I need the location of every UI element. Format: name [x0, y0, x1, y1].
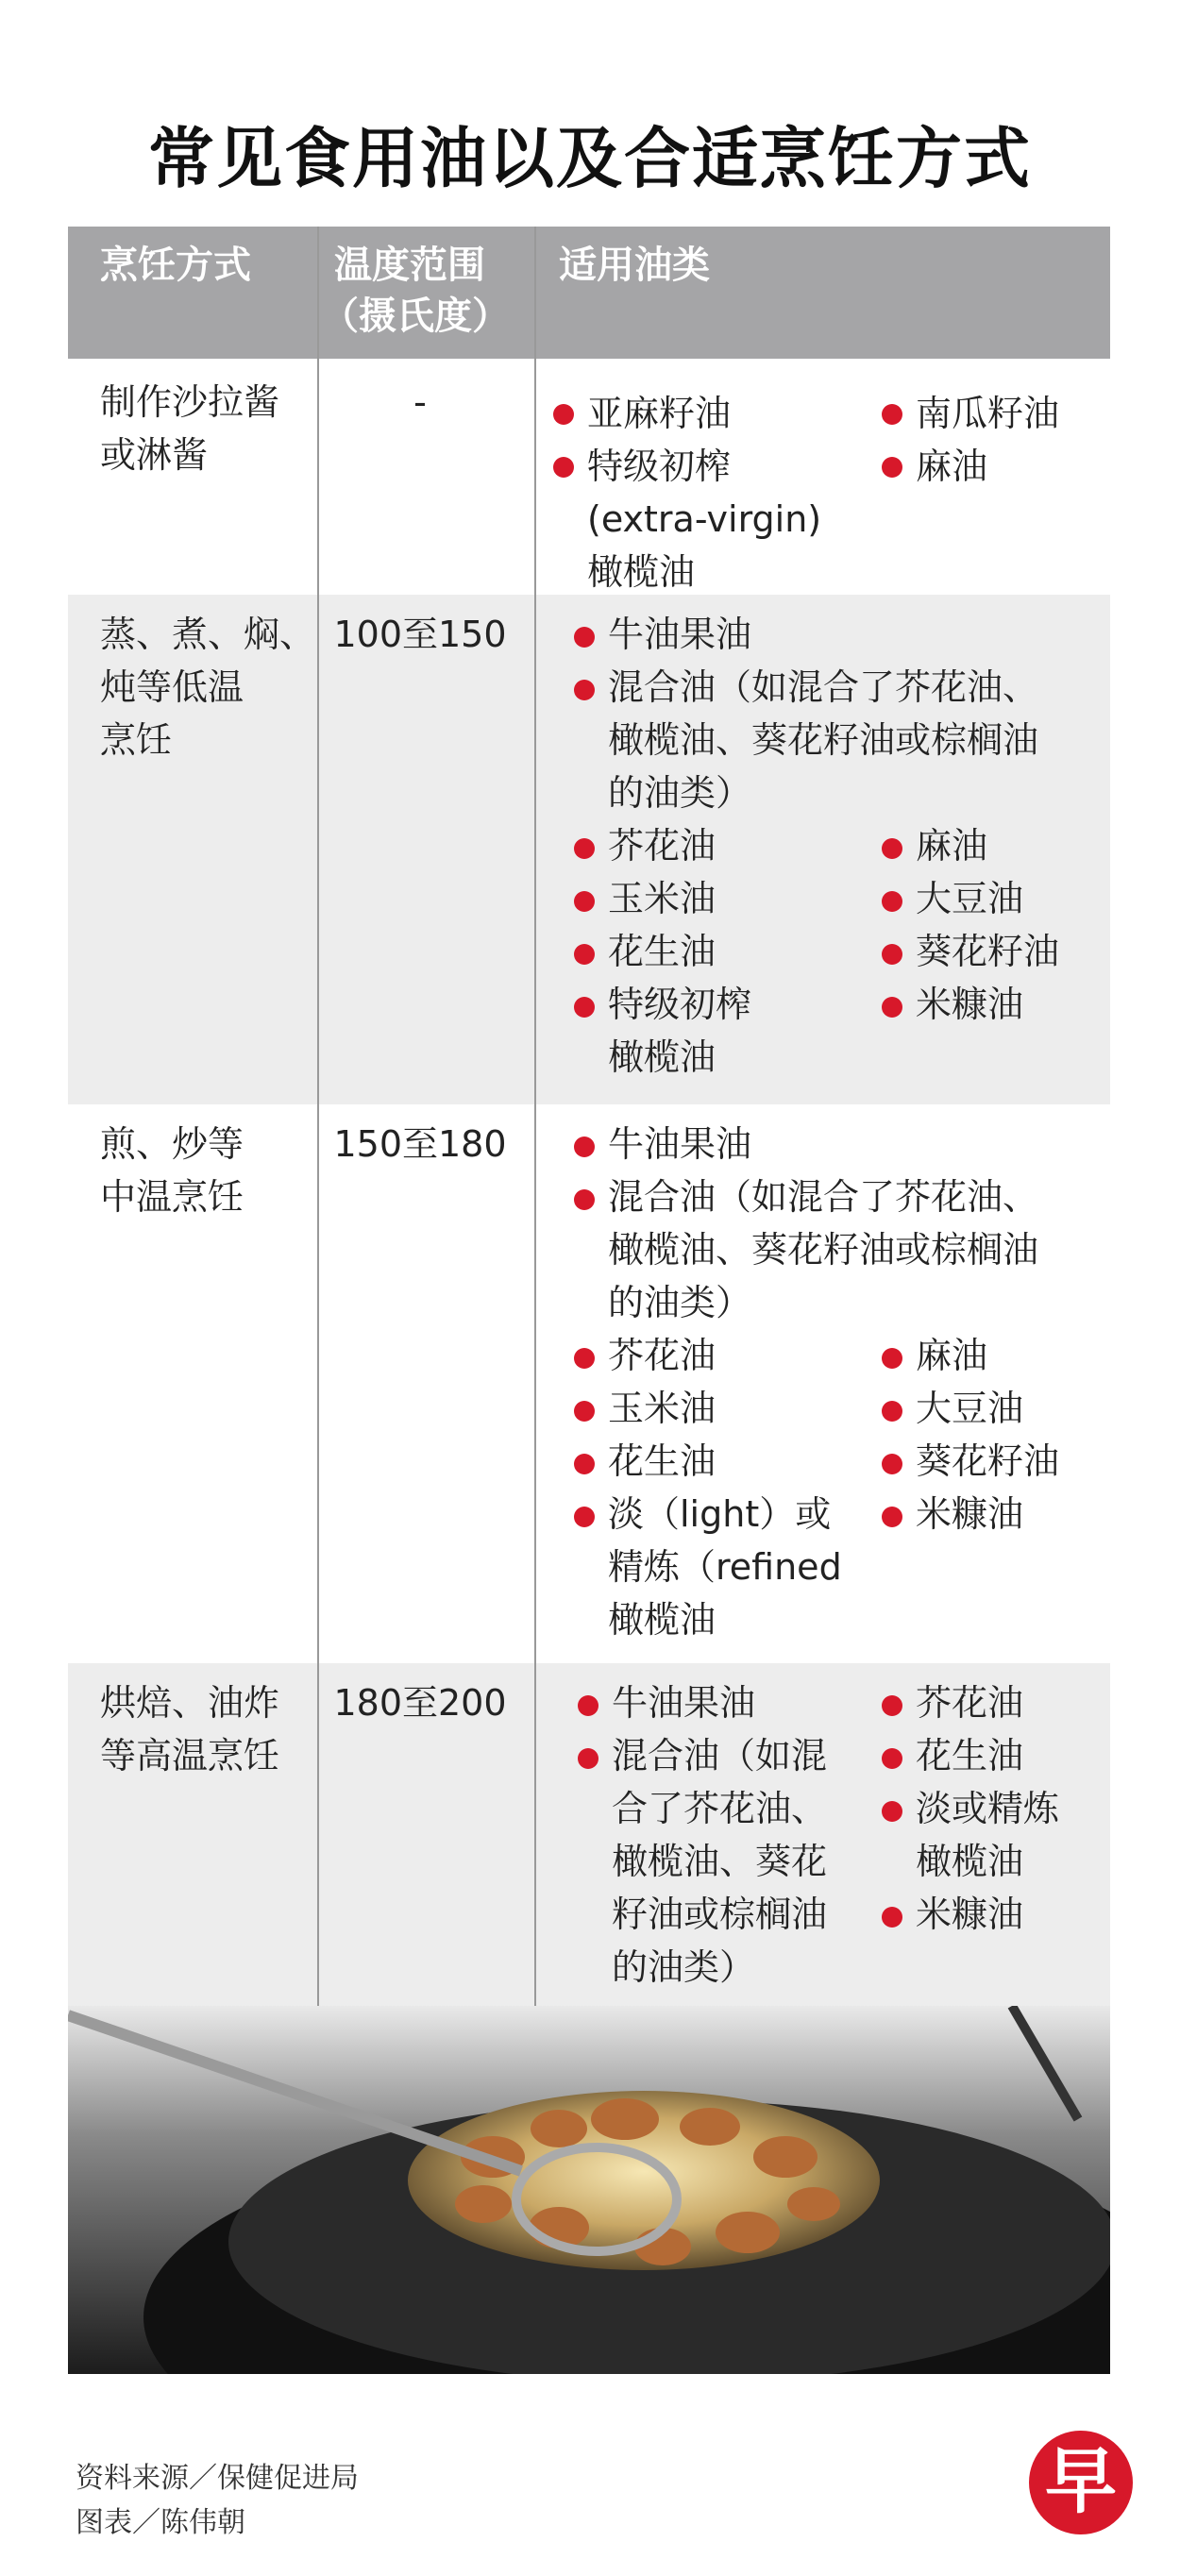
header-temp-line1: 温度范围: [334, 244, 485, 287]
method-line: 煎、炒等: [100, 1123, 244, 1165]
method-line: 制作沙拉酱: [100, 381, 280, 423]
oil-item: 合了芥花油、: [612, 1788, 828, 1829]
bullet-icon: [882, 404, 902, 425]
method-line: 烹饪: [100, 719, 173, 761]
method-line: 炖等低温: [100, 666, 244, 708]
oil-item: 大豆油: [916, 878, 1024, 919]
oil-item: (extra-virgin): [587, 498, 822, 540]
oil-item: 亚麻籽油: [587, 393, 732, 434]
method-cell: [100, 376, 279, 481]
oil-item: 玉米油: [608, 1388, 716, 1429]
oil-item: 花生油: [608, 931, 716, 972]
oil-item: 橄榄油、葵花籽油或棕榈油: [608, 1229, 1039, 1271]
oil-item: 特级初榨: [608, 984, 752, 1025]
bullet-icon: [574, 838, 595, 859]
bullet-icon: [574, 1401, 595, 1422]
bullet-icon: [882, 1507, 902, 1527]
method-cell: [100, 1118, 244, 1223]
method-line: 等高温烹饪: [100, 1735, 280, 1776]
oil-item: 的油类）: [608, 1282, 752, 1323]
oil-item: 橄榄油: [587, 551, 696, 593]
oil-item: 橄榄油、葵花籽油或棕榈油: [608, 719, 1039, 761]
bullet-icon: [882, 1801, 902, 1822]
bullet-icon: [574, 1136, 595, 1157]
oil-item: 麻油: [916, 825, 988, 867]
footer-source: 资料来源／保健促进局: [76, 2462, 359, 2495]
temp-cell: 100至150: [333, 614, 507, 655]
method-line: 或淋酱: [100, 434, 209, 476]
frying-photo: [68, 2006, 1110, 2374]
oil-item: 橄榄油: [916, 1841, 1024, 1882]
oil-item: 麻油: [916, 446, 988, 487]
footer-credit: 图表／陈伟朝: [76, 2506, 245, 2539]
bullet-icon: [574, 680, 595, 700]
bullet-icon: [882, 1748, 902, 1769]
header-temp-line2: （摄氏度）: [321, 295, 510, 338]
oil-item: 的油类）: [612, 1946, 756, 1988]
oil-item: 玉米油: [608, 878, 716, 919]
bullet-icon: [578, 1748, 598, 1769]
oil-item: 大豆油: [916, 1388, 1024, 1429]
table-row: [68, 359, 1110, 595]
bullet-icon: [574, 944, 595, 965]
oil-item: 特级初榨: [587, 446, 732, 487]
oil-item: 麻油: [916, 1335, 988, 1376]
oil-item: 南瓜籽油: [916, 393, 1060, 434]
wok-frying-image: [68, 2006, 1110, 2374]
bullet-icon: [882, 997, 902, 1018]
header-oils: 适用油类: [559, 244, 710, 287]
bullet-icon: [882, 457, 902, 478]
oil-item: 混合油（如混合了芥花油、: [608, 666, 1039, 708]
oil-item: 花生油: [608, 1440, 716, 1482]
method-cell: [100, 608, 315, 766]
oil-item: 淡或精炼: [916, 1788, 1060, 1829]
bullet-icon: [574, 891, 595, 912]
column-divider: [317, 227, 319, 2006]
bullet-icon: [882, 1348, 902, 1369]
table-row: [68, 1663, 1110, 2006]
oil-item: 的油类）: [608, 772, 752, 814]
oil-item: 葵花籽油: [916, 1440, 1060, 1482]
bullet-icon: [553, 457, 574, 478]
bullet-icon: [882, 1695, 902, 1716]
oil-item: 淡（light）或: [608, 1493, 832, 1535]
bullet-icon: [553, 404, 574, 425]
column-divider: [534, 227, 536, 2006]
oil-item: 橄榄油: [608, 1599, 716, 1641]
bullet-icon: [574, 1454, 595, 1474]
bullet-icon: [882, 944, 902, 965]
bullet-icon: [574, 997, 595, 1018]
method-line: 蒸、煮、焖、: [100, 614, 316, 655]
oil-item: 芥花油: [916, 1682, 1024, 1724]
bullet-icon: [882, 1401, 902, 1422]
bullet-icon: [882, 1454, 902, 1474]
oil-item: 葵花籽油: [916, 931, 1060, 972]
bullet-icon: [574, 1189, 595, 1210]
bullet-icon: [574, 627, 595, 648]
oil-item: 花生油: [916, 1735, 1024, 1776]
bullet-icon: [882, 891, 902, 912]
oil-item: 混合油（如混: [612, 1735, 828, 1776]
oil-item: 精炼（refined: [608, 1546, 842, 1588]
table-row: [68, 595, 1110, 1104]
method-cell: [100, 1676, 279, 1782]
page-title: 常见食用油以及合适烹饪方式: [148, 120, 1032, 197]
oil-item: 牛油果油: [612, 1682, 756, 1724]
oil-item: 米糠油: [916, 984, 1024, 1025]
oil-item: 芥花油: [608, 825, 716, 867]
temp-cell: 180至200: [333, 1682, 507, 1724]
header-method: 烹饪方式: [100, 244, 251, 287]
table-header: [68, 227, 1110, 359]
oil-item: 籽油或棕榈油: [612, 1894, 828, 1935]
bullet-icon: [578, 1695, 598, 1716]
method-line: 中温烹饪: [100, 1176, 244, 1218]
oil-item: 芥花油: [608, 1335, 716, 1376]
bullet-icon: [574, 1348, 595, 1369]
table-row: [68, 1104, 1110, 1663]
oil-item: 橄榄油: [608, 1036, 716, 1078]
zaobao-logo-icon: 早: [1029, 2431, 1133, 2534]
bullet-icon: [574, 1507, 595, 1527]
oil-item: 牛油果油: [608, 614, 752, 655]
oil-item: 米糠油: [916, 1894, 1024, 1935]
oil-item: 米糠油: [916, 1493, 1024, 1535]
bullet-icon: [882, 838, 902, 859]
temp-cell: -: [413, 381, 427, 423]
oil-item: 橄榄油、葵花: [612, 1841, 828, 1882]
oil-item: 牛油果油: [608, 1123, 752, 1165]
oil-item: 混合油（如混合了芥花油、: [608, 1176, 1039, 1218]
method-line: 烘焙、油炸: [100, 1682, 280, 1724]
bullet-icon: [882, 1907, 902, 1928]
temp-cell: 150至180: [333, 1123, 507, 1165]
